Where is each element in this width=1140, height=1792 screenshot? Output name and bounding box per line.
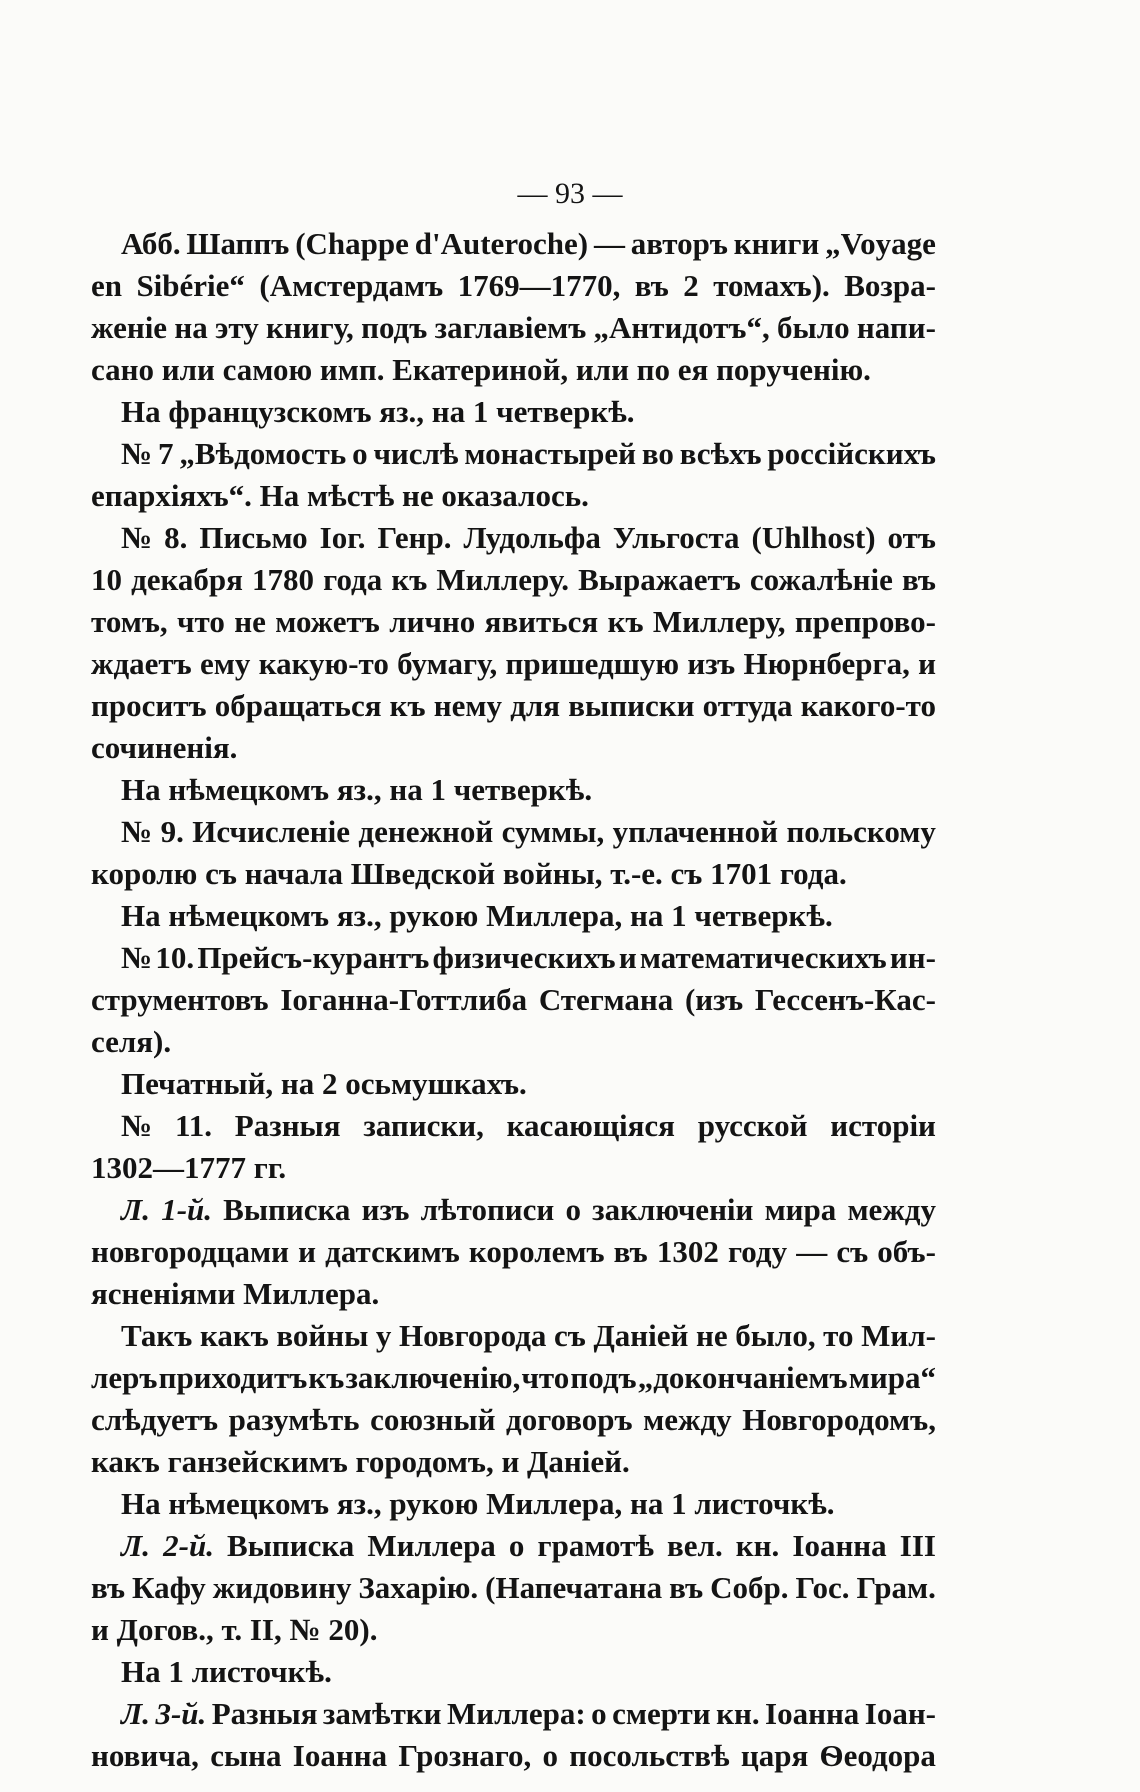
text-line: струментовъ Іоганна-Готтлиба Стегмана (изъ Гессенъ-Кас-	[91, 982, 936, 1017]
text-line: № 10. Прейсъ-курантъ физическихъ и математическихъ ин-	[121, 940, 936, 975]
text-line: и Догов., т. II, № 20).	[91, 1612, 378, 1647]
text-line: 10 декабря 1780 года къ Миллеру. Выражаетъ сожалѣніе въ	[91, 562, 936, 597]
text-line: На нѣмецкомъ яз., на 1 четверкѣ.	[121, 772, 593, 807]
text-line: проситъ обращаться къ нему для выписки оттуда какого-то	[91, 688, 936, 723]
text-line: Л. 1-й. Выписка изъ лѣтописи о заключеніи мира между	[121, 1192, 936, 1227]
text-line: въ Кафу жидовину Захарію. (Напечатана въ Собр. Гос. Грам.	[91, 1570, 936, 1605]
text-line: На нѣмецкомъ яз., рукою Миллера, на 1 четверкѣ.	[121, 898, 833, 933]
text-line: ясненіями Миллера.	[91, 1276, 380, 1311]
text-line: 1302—1777 гг.	[91, 1150, 287, 1185]
text-line: № 8. Письмо Іог. Генр. Лудольфа Ульгоста (Uhlhost) отъ	[121, 520, 936, 555]
text-line: ждаетъ ему какую-то бумагу, пришедшую изъ Нюрнберга, и	[91, 646, 936, 681]
text-line: Л. 3-й. Разныя замѣтки Миллера: о смерти кн. Іоанна Іоан-	[121, 1696, 936, 1731]
page-number: — 93 —	[517, 177, 623, 210]
text-line: слѣдуетъ разумѣть союзный договоръ между Новгородомъ,	[91, 1402, 936, 1437]
text-line: Такъ какъ войны у Новгорода съ Даніей не было, то Мил-	[121, 1318, 936, 1353]
text-line: новгородцами и датскимъ королемъ въ 1302 году — съ объ-	[91, 1234, 936, 1269]
text-line: На французскомъ яз., на 1 четверкѣ.	[121, 394, 635, 429]
body-text	[91, 223, 936, 1777]
text-line: новича, сына Іоанна Грознаго, о посольствѣ царя Ѳеодора	[91, 1738, 936, 1773]
text-line: королю съ начала Шведской войны, т.-е. съ 1701 года.	[91, 856, 847, 891]
text-line: томъ, что не можетъ лично явиться къ Миллеру, препрово-	[91, 604, 936, 639]
text-line: селя).	[91, 1024, 172, 1059]
text-line: женіе на эту книгу, подъ заглавіемъ „Антидотъ“, было напи-	[91, 310, 936, 345]
text-line: сано или самою имп. Екатериной, или по ея порученію.	[91, 352, 871, 387]
text-line: На 1 листочкѣ.	[121, 1654, 332, 1689]
text-line: Печатный, на 2 осьмушкахъ.	[121, 1066, 527, 1101]
text-line: сочиненія.	[91, 730, 238, 765]
text-line: какъ ганзейскимъ городомъ, и Даніей.	[91, 1444, 630, 1479]
text-line: епархіяхъ“. На мѣстѣ не оказалось.	[91, 478, 589, 513]
text-line: № 11. Разныя записки, касающіяся русской исторіи	[121, 1108, 936, 1143]
text-line: en Sibérie“ (Амстердамъ 1769—1770, въ 2 томахъ). Возра-	[91, 268, 936, 303]
text-line: Абб. Шаппъ (Chappe d'Auteroche) — авторъ книги „Voyage	[121, 226, 936, 261]
text-line: № 7 „Вѣдомость о числѣ монастырей во всѣхъ россійскихъ	[121, 436, 936, 471]
text-line: № 9. Исчисленіе денежной суммы, уплаченной польскому	[121, 814, 936, 849]
text-line: На нѣмецкомъ яз., рукою Миллера, на 1 листочкѣ.	[121, 1486, 835, 1521]
text-line: Л. 2-й. Выписка Миллера о грамотѣ вел. кн. Іоанна III	[121, 1528, 936, 1563]
text-line: леръ приходитъ къ заключенію, что подъ „докончаніемъ мира“	[91, 1360, 936, 1395]
